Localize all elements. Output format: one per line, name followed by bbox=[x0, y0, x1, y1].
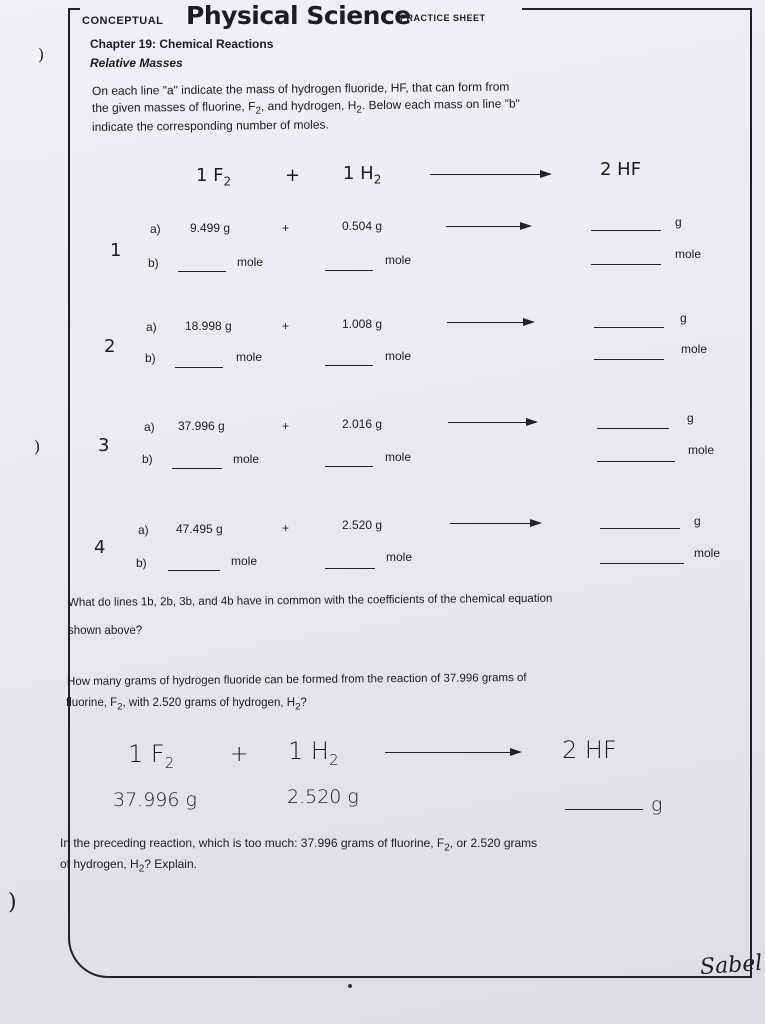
topic-title: Relative Masses bbox=[90, 56, 183, 70]
p3-hf-mole-unit: mole bbox=[688, 443, 715, 457]
p1-f2-mole-blank[interactable] bbox=[178, 271, 226, 272]
p3-number: 3 bbox=[98, 435, 110, 456]
eq2-hf-grams-blank[interactable] bbox=[565, 809, 643, 810]
p1-plus: + bbox=[282, 221, 290, 235]
p3-arrow bbox=[448, 422, 536, 423]
stray-dot bbox=[348, 984, 352, 988]
header-title: Physical Science bbox=[186, 1, 411, 30]
eq2-product: 2 HF bbox=[562, 736, 617, 764]
p3-label-a: a) bbox=[144, 420, 155, 434]
p2-h2-mole-unit: mole bbox=[385, 349, 412, 363]
p3-label-b: b) bbox=[142, 452, 153, 466]
p3-hf-grams-blank[interactable] bbox=[597, 428, 669, 429]
p1-h2-mole-unit: mole bbox=[385, 253, 412, 267]
eq2-plus: + bbox=[230, 742, 249, 767]
p2-arrow bbox=[447, 322, 533, 323]
p1-label-b: b) bbox=[148, 256, 159, 270]
p4-hf-grams-unit: g bbox=[694, 514, 701, 528]
p1-hf-grams-blank[interactable] bbox=[591, 230, 661, 231]
p2-h2-mole-blank[interactable] bbox=[325, 365, 373, 366]
p1-label-a: a) bbox=[150, 222, 161, 236]
eq2-f2-mass: 37.996 g bbox=[113, 789, 197, 811]
p4-hf-mole-blank[interactable] bbox=[600, 563, 684, 564]
p2-hf-mole-unit: mole bbox=[681, 342, 708, 356]
eq2-fluorine: 1 $F_2$ bbox=[128, 740, 175, 772]
p3-f2-mole-unit: mole bbox=[233, 452, 260, 466]
p4-number: 4 bbox=[94, 537, 106, 558]
p2-label-a: a) bbox=[146, 320, 157, 334]
margin-hole-mark: ) bbox=[38, 45, 45, 64]
eq2-hf-grams-unit: g bbox=[651, 794, 663, 816]
question2-line2: fluorine, $F_2$, with 2.520 grams of hydrogen, $H_2$? bbox=[66, 697, 307, 713]
p1-hf-mole-unit: mole bbox=[675, 247, 702, 261]
p3-hf-grams-unit: g bbox=[687, 411, 694, 425]
p2-f2-mole-unit: mole bbox=[236, 350, 263, 364]
p2-hf-mole-blank[interactable] bbox=[594, 359, 664, 360]
instructions-line3: indicate the corresponding number of moles. bbox=[91, 117, 329, 134]
p2-f2-mole-blank[interactable] bbox=[175, 367, 223, 368]
p2-h2-mass: 1.008 g bbox=[342, 317, 383, 331]
p4-hf-grams-blank[interactable] bbox=[600, 528, 680, 529]
p4-h2-mole-blank[interactable] bbox=[325, 568, 375, 569]
header-suffix: PRACTICE SHEET bbox=[400, 13, 486, 23]
p4-h2-mass: 2.520 g bbox=[342, 518, 383, 532]
p4-h2-mole-unit: mole bbox=[386, 550, 413, 564]
p2-number: 2 bbox=[104, 336, 116, 357]
p3-h2-mole-blank[interactable] bbox=[325, 466, 373, 467]
instructions-line1: On each line "a" indicate the mass of hydrogen fluoride, HF, that can form from bbox=[91, 79, 510, 98]
handwritten-signature: Sabel bbox=[699, 950, 764, 981]
question3-line2: of hydrogen, $H_2$? Explain. bbox=[60, 857, 197, 875]
p1-arrow bbox=[446, 226, 530, 227]
margin-hole-mark: ) bbox=[34, 437, 41, 456]
chapter-title: Chapter 19: Chemical Reactions bbox=[90, 37, 274, 51]
question3-line1: In the preceding reaction, which is too much: 37.996 grams of fluorine, $F_2$, or 2.520 grams bbox=[60, 836, 538, 854]
p4-hf-mole-unit: mole bbox=[694, 546, 721, 560]
p1-number: 1 bbox=[110, 240, 122, 261]
p4-label-b: b) bbox=[136, 556, 147, 570]
p3-f2-mole-blank[interactable] bbox=[172, 468, 222, 469]
border-top-right bbox=[522, 8, 750, 10]
eq2-hydrogen: 1 $H_2$ bbox=[288, 737, 339, 769]
p3-plus: + bbox=[282, 419, 290, 433]
question1-line2: shown above? bbox=[68, 625, 143, 637]
p4-f2-mole-blank[interactable] bbox=[168, 570, 220, 571]
eq2-h2-mass: 2.520 g bbox=[287, 786, 359, 808]
p2-f2-mass: 18.998 g bbox=[185, 319, 232, 333]
p3-h2-mass: 2.016 g bbox=[342, 417, 383, 431]
eq-product: 2 HF bbox=[600, 159, 642, 180]
p4-f2-mass: 47.495 g bbox=[176, 522, 223, 536]
p2-plus: + bbox=[282, 319, 290, 333]
border-top-left bbox=[68, 8, 80, 10]
eq-plus: + bbox=[285, 165, 301, 186]
question1-line1: What do lines 1b, 2b, 3b, and 4b have in common with the coefficients of the chemical equation bbox=[67, 592, 553, 609]
p3-h2-mole-unit: mole bbox=[385, 450, 412, 464]
header-prefix: CONCEPTUAL bbox=[82, 15, 164, 27]
p2-label-b: b) bbox=[145, 351, 156, 365]
page-border bbox=[68, 8, 752, 978]
p1-h2-mole-blank[interactable] bbox=[325, 270, 373, 271]
p4-label-a: a) bbox=[138, 523, 149, 537]
p1-h2-mass: 0.504 g bbox=[342, 219, 383, 233]
p1-hf-mole-blank[interactable] bbox=[591, 264, 661, 265]
p4-arrow bbox=[450, 523, 540, 524]
p1-f2-mass: 9.499 g bbox=[190, 221, 231, 235]
instructions-line2: the given masses of fluorine, $F_2$, and hydrogen, $H_2$. Below each mass on line "b" bbox=[91, 96, 520, 117]
question2-line1: How many grams of hydrogen fluoride can be formed from the reaction of 37.996 grams of bbox=[66, 671, 527, 688]
eq-fluorine: 1 $F_2$ bbox=[196, 165, 232, 189]
p3-hf-mole-blank[interactable] bbox=[597, 461, 675, 462]
p4-plus: + bbox=[282, 521, 290, 535]
eq-arrow bbox=[430, 174, 550, 175]
eq2-arrow bbox=[385, 752, 520, 753]
p4-f2-mole-unit: mole bbox=[231, 554, 258, 568]
p1-f2-mole-unit: mole bbox=[237, 255, 264, 269]
p3-f2-mass: 37.996 g bbox=[178, 419, 225, 433]
margin-hole-mark: ) bbox=[8, 890, 17, 915]
p2-hf-grams-blank[interactable] bbox=[594, 327, 664, 328]
eq-hydrogen: 1 $H_2$ bbox=[343, 163, 382, 187]
p1-hf-grams-unit: g bbox=[675, 215, 682, 229]
p2-hf-grams-unit: g bbox=[680, 311, 687, 325]
